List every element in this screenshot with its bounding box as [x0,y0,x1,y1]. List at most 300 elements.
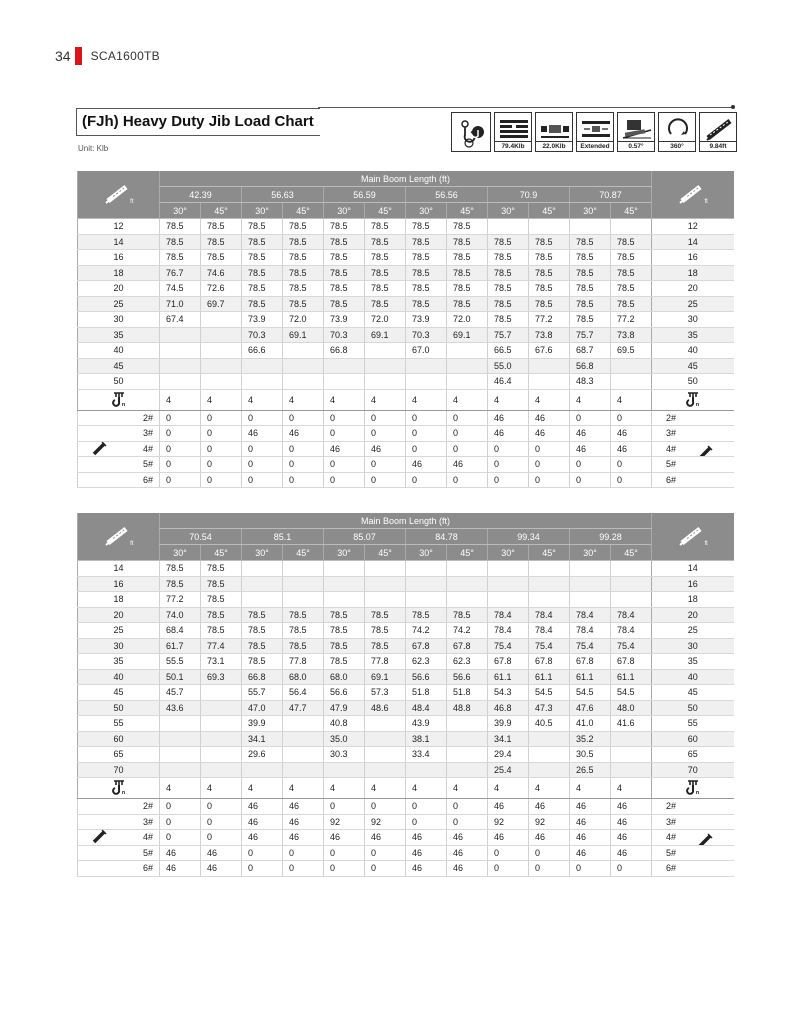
page-number: 34 [55,48,71,64]
jib-section-label-text: 5# [142,847,153,858]
load-value: 78.5 [324,623,365,639]
load-value: 71.0 [160,296,201,312]
parts-of-line-value: 4 [529,778,570,799]
load-value: 78.5 [242,607,283,623]
load-value: 78.5 [406,265,447,281]
jib-section-count: 46 [529,426,570,442]
jib-offset: 30° [324,545,365,561]
jib-section-row [78,814,734,830]
parts-of-line-value: 4 [570,778,611,799]
table-row [78,762,734,778]
radius-label: 18 [78,265,160,281]
load-value [570,561,611,577]
load-value: 70.3 [324,327,365,343]
jib-section-count: 0 [365,845,406,861]
jib-section-row [78,457,734,473]
boom-length: 84.78 [406,529,488,545]
load-value: 73.1 [201,654,242,670]
table-row [78,250,734,266]
load-value: 56.8 [570,358,611,374]
load-value: 78.5 [242,623,283,639]
jib-section-label-text: 5# [142,459,153,470]
jib-section-count: 0 [160,410,201,426]
parts-of-line-value: 4 [324,778,365,799]
jib-section-count: 0 [283,861,324,877]
jib-length-caption: 9.84ft [700,141,736,151]
table-row [78,312,734,328]
jib-section-row [78,426,734,442]
load-value: 78.5 [447,219,488,235]
radius-label: 16 [652,576,734,592]
load-value [324,561,365,577]
radius-label: 14 [78,234,160,250]
load-value: 77.2 [160,592,201,608]
load-value: 47.9 [324,700,365,716]
load-value [570,576,611,592]
load-value [283,731,324,747]
jib-section-count: 46 [242,799,283,815]
load-value: 69.1 [365,327,406,343]
load-value: 73.8 [611,327,652,343]
model-name: SCA1600TB [90,49,160,63]
load-value: 51.8 [447,685,488,701]
parts-of-line-value: 4 [406,389,447,410]
load-value: 78.5 [283,281,324,297]
load-value: 78.5 [201,592,242,608]
jib-section-label-text: 4# [142,443,153,454]
jib-section-label [652,845,734,861]
jib-section-count: 92 [324,814,365,830]
jib-section-label-text: 5# [666,459,677,470]
radius-label: 50 [652,700,734,716]
load-value: 78.5 [160,576,201,592]
radius-label: 35 [652,654,734,670]
load-value [406,592,447,608]
radius-boom-icon: ft [104,183,134,205]
jib-section-label [78,457,160,473]
radius-label: 55 [652,716,734,732]
load-value: 78.5 [242,296,283,312]
load-value: 69.7 [201,296,242,312]
jib-offset: 45° [529,203,570,219]
load-value [447,561,488,577]
parts-of-line-value: 4 [160,389,201,410]
load-value [406,358,447,374]
load-value: 78.5 [242,265,283,281]
load-value: 46.4 [488,374,529,390]
jib-section-count: 0 [488,845,529,861]
load-value: 69.1 [447,327,488,343]
radius-label: 14 [78,561,160,577]
jib-offset: 45° [529,545,570,561]
jib-section-count: 0 [406,441,447,457]
load-value: 67.8 [406,638,447,654]
load-value: 78.5 [365,250,406,266]
jib-section-label [78,830,160,846]
boom-length: 99.34 [488,529,570,545]
load-value: 43.9 [406,716,447,732]
load-value: 78.5 [201,607,242,623]
jib-section-count: 0 [160,814,201,830]
load-value [160,762,201,778]
jib-section-count: 0 [324,861,365,877]
load-value [570,592,611,608]
load-value [242,358,283,374]
jib-section-count: 46 [570,441,611,457]
load-value: 67.4 [160,312,201,328]
jib-section-count: 46 [406,830,447,846]
table-row [78,685,734,701]
load-value: 34.1 [488,731,529,747]
load-value [201,685,242,701]
jib-section-count: 46 [570,426,611,442]
radius-label: 25 [78,623,160,639]
load-value [201,343,242,359]
load-value: 56.4 [283,685,324,701]
radius-label: 25 [78,296,160,312]
load-value: 78.5 [242,654,283,670]
jib-section-count: 46 [611,799,652,815]
load-value: 78.5 [611,281,652,297]
load-value [160,358,201,374]
load-value: 78.5 [283,296,324,312]
table-row [78,296,734,312]
jib-section-label [78,426,160,442]
parts-of-line-value: 4 [242,389,283,410]
load-value: 78.5 [529,281,570,297]
crawler-caption: Extended [577,141,613,151]
load-value: 78.5 [406,281,447,297]
jib-section-label [78,845,160,861]
load-value: 75.7 [570,327,611,343]
jib-section-icon [92,830,108,846]
load-value: 55.7 [242,685,283,701]
load-value [242,762,283,778]
jib-section-count: 46 [283,814,324,830]
jib-section-count: 0 [488,457,529,473]
load-value: 62.3 [447,654,488,670]
page-title: (FJh) Heavy Duty Jib Load Chart [82,113,314,130]
jib-section-count: 0 [201,441,242,457]
load-value: 30.5 [570,747,611,763]
load-value [611,747,652,763]
load-value [283,358,324,374]
radius-label: 70 [652,762,734,778]
load-value: 78.5 [201,561,242,577]
jib-section-label [652,410,734,426]
load-value: 78.5 [406,234,447,250]
radius-label: 65 [652,747,734,763]
radius-label: 40 [652,669,734,685]
load-value [529,747,570,763]
jib-offset: 30° [488,545,529,561]
load-value: 70.3 [406,327,447,343]
table-row [78,607,734,623]
jib-section-count: 46 [242,426,283,442]
load-value [365,731,406,747]
offset-row [78,203,734,219]
jib-offset: 30° [570,203,611,219]
jib-offset: 45° [611,545,652,561]
jib-section-count: 0 [283,472,324,488]
table-row [78,700,734,716]
load-value [611,592,652,608]
jib-section-count: 0 [201,799,242,815]
load-value: 66.5 [488,343,529,359]
boom-lengths-row [78,529,734,545]
load-value: 78.5 [324,234,365,250]
load-value: 78.5 [488,312,529,328]
jib-section-count: 0 [529,441,570,457]
load-value [160,343,201,359]
slewing-caption: 360° [659,141,695,151]
unit-label: Unit: Klb [78,144,109,153]
radius-label: 20 [78,607,160,623]
radius-label: 18 [78,592,160,608]
load-value: 78.5 [324,265,365,281]
load-value [283,716,324,732]
jib-section-count: 0 [201,830,242,846]
load-value: 78.5 [447,250,488,266]
boom-icon-cell [652,513,734,561]
load-value [488,576,529,592]
jib-length-icon [699,112,737,152]
jib-section-count: 0 [242,441,283,457]
load-value: 56.6 [324,685,365,701]
load-value [201,731,242,747]
jib-section-count: 46 [611,830,652,846]
load-value [365,716,406,732]
table-row [78,327,734,343]
load-value: 78.5 [283,219,324,235]
load-value [488,592,529,608]
jib-section-count: 46 [611,441,652,457]
jib-offset: 30° [406,203,447,219]
load-value [529,219,570,235]
load-value: 67.8 [570,654,611,670]
jib-section-count: 0 [570,457,611,473]
table-row [78,281,734,297]
load-value: 26.5 [570,762,611,778]
boom-length-header: Main Boom Length (ft) [160,513,652,529]
load-value: 48.6 [365,700,406,716]
load-value [365,592,406,608]
load-value: 43.6 [160,700,201,716]
load-value: 77.4 [201,638,242,654]
jib-section-count: 0 [611,410,652,426]
radius-label: 45 [652,685,734,701]
jib-section-count: 46 [488,410,529,426]
parts-of-line-value: 4 [283,778,324,799]
ground-slope-icon [617,112,655,152]
jib-offset: 30° [160,203,201,219]
radius-label: 50 [78,374,160,390]
jib-section-count: 0 [160,426,201,442]
load-value: 72.0 [283,312,324,328]
load-value: 50.1 [160,669,201,685]
jib-section-count: 0 [324,845,365,861]
table-row [78,219,734,235]
jib-section-label [652,861,734,877]
load-value [201,374,242,390]
load-value: 78.5 [488,265,529,281]
jib-section-count: 0 [406,472,447,488]
load-value: 45.7 [160,685,201,701]
table-row [78,234,734,250]
load-value [242,561,283,577]
jib-section-count: 0 [488,861,529,877]
load-value [201,700,242,716]
load-value: 78.5 [365,265,406,281]
parts-of-line-value: 4 [488,389,529,410]
load-value: 74.2 [447,623,488,639]
load-value [365,561,406,577]
radius-label: 20 [78,281,160,297]
jib-section-count: 0 [160,799,201,815]
jib-section-count: 0 [406,814,447,830]
load-value: 68.4 [160,623,201,639]
load-value: 67.8 [488,654,529,670]
load-value [570,219,611,235]
load-value: 78.4 [570,607,611,623]
radius-label: 12 [652,219,734,235]
load-value [324,358,365,374]
radius-label: 20 [652,281,734,297]
load-value: 77.2 [611,312,652,328]
jib-section-count: 0 [283,457,324,473]
jib-offset: 30° [488,203,529,219]
load-value [529,576,570,592]
jib-section-label-text: 3# [666,816,677,827]
load-value: 67.6 [529,343,570,359]
radius-label: 16 [78,576,160,592]
load-value: 72.6 [201,281,242,297]
jib-section-label-text: 3# [666,428,677,439]
jib-section-count: 46 [406,845,447,861]
jib-section-count: 0 [201,410,242,426]
load-value: 78.5 [365,219,406,235]
load-value: 78.5 [611,250,652,266]
jib-section-count: 46 [488,426,529,442]
load-value [488,561,529,577]
load-value [201,762,242,778]
jib-section-label [652,799,734,815]
boom-length: 56.63 [242,187,324,203]
counterweight-icon [494,112,532,152]
load-value: 78.5 [201,234,242,250]
load-value [529,358,570,374]
jib-section-count: 46 [447,830,488,846]
load-value: 57.3 [365,685,406,701]
load-value: 67.8 [529,654,570,670]
load-value: 35.0 [324,731,365,747]
load-value [283,747,324,763]
jib-section-count: 46 [160,845,201,861]
load-value: 78.5 [447,265,488,281]
radius-label: 70 [78,762,160,778]
parts-of-line-value: 4 [160,778,201,799]
load-value [406,576,447,592]
load-value: 70.3 [242,327,283,343]
boom-length: 70.87 [570,187,652,203]
table-row [78,747,734,763]
jib-section-label-text: 5# [666,847,677,858]
jib-section-count: 0 [283,410,324,426]
jib-section-count: 46 [365,441,406,457]
parts-of-line-value: 4 [201,389,242,410]
jib-offset: 45° [201,203,242,219]
parts-of-line-value: 4 [324,389,365,410]
load-value: 39.9 [242,716,283,732]
load-value: 61.1 [611,669,652,685]
jib-section-count: 0 [406,799,447,815]
radius-label: 14 [652,234,734,250]
radius-label: 55 [78,716,160,732]
jib-section-count: 92 [365,814,406,830]
jib-section-count: 0 [406,426,447,442]
table-row [78,592,734,608]
jib-section-count: 0 [447,814,488,830]
load-value: 51.8 [406,685,447,701]
jib-section-count: 46 [242,830,283,846]
load-value [447,747,488,763]
load-value: 78.5 [611,296,652,312]
load-value: 78.5 [529,234,570,250]
jib-offset: 45° [365,545,406,561]
load-value: 78.5 [447,281,488,297]
svg-text:n: n [121,401,125,407]
radius-boom-icon: ft [678,183,708,205]
jib-section-count: 46 [283,426,324,442]
load-value: 78.5 [365,623,406,639]
radius-label: 30 [78,312,160,328]
jib-section-count: 0 [611,861,652,877]
load-value: 41.6 [611,716,652,732]
load-value [365,762,406,778]
load-value: 67.0 [406,343,447,359]
boom-length: 85.07 [324,529,406,545]
load-value: 25.4 [488,762,529,778]
load-value: 78.5 [283,250,324,266]
jib-section-label-text: 6# [142,474,153,485]
load-value: 34.1 [242,731,283,747]
load-value: 78.5 [406,219,447,235]
load-value [447,576,488,592]
load-value: 78.5 [201,576,242,592]
table-row [78,561,734,577]
jib-section-count: 46 [447,861,488,877]
jib-section-count: 0 [160,441,201,457]
load-value [283,576,324,592]
table-row [78,731,734,747]
jib-section-count: 0 [324,472,365,488]
jib-section-label [78,861,160,877]
jib-offset: 45° [611,203,652,219]
load-value: 40.8 [324,716,365,732]
radius-label: 35 [78,654,160,670]
load-value: 54.5 [570,685,611,701]
jib-section-count: 0 [529,845,570,861]
boom-length: 85.1 [242,529,324,545]
load-value: 75.4 [570,638,611,654]
load-value: 69.1 [283,327,324,343]
jib-section-count: 46 [611,845,652,861]
load-value [447,731,488,747]
table-row [78,358,734,374]
radius-label: 25 [652,296,734,312]
load-value [283,374,324,390]
jib-section-count: 0 [365,861,406,877]
